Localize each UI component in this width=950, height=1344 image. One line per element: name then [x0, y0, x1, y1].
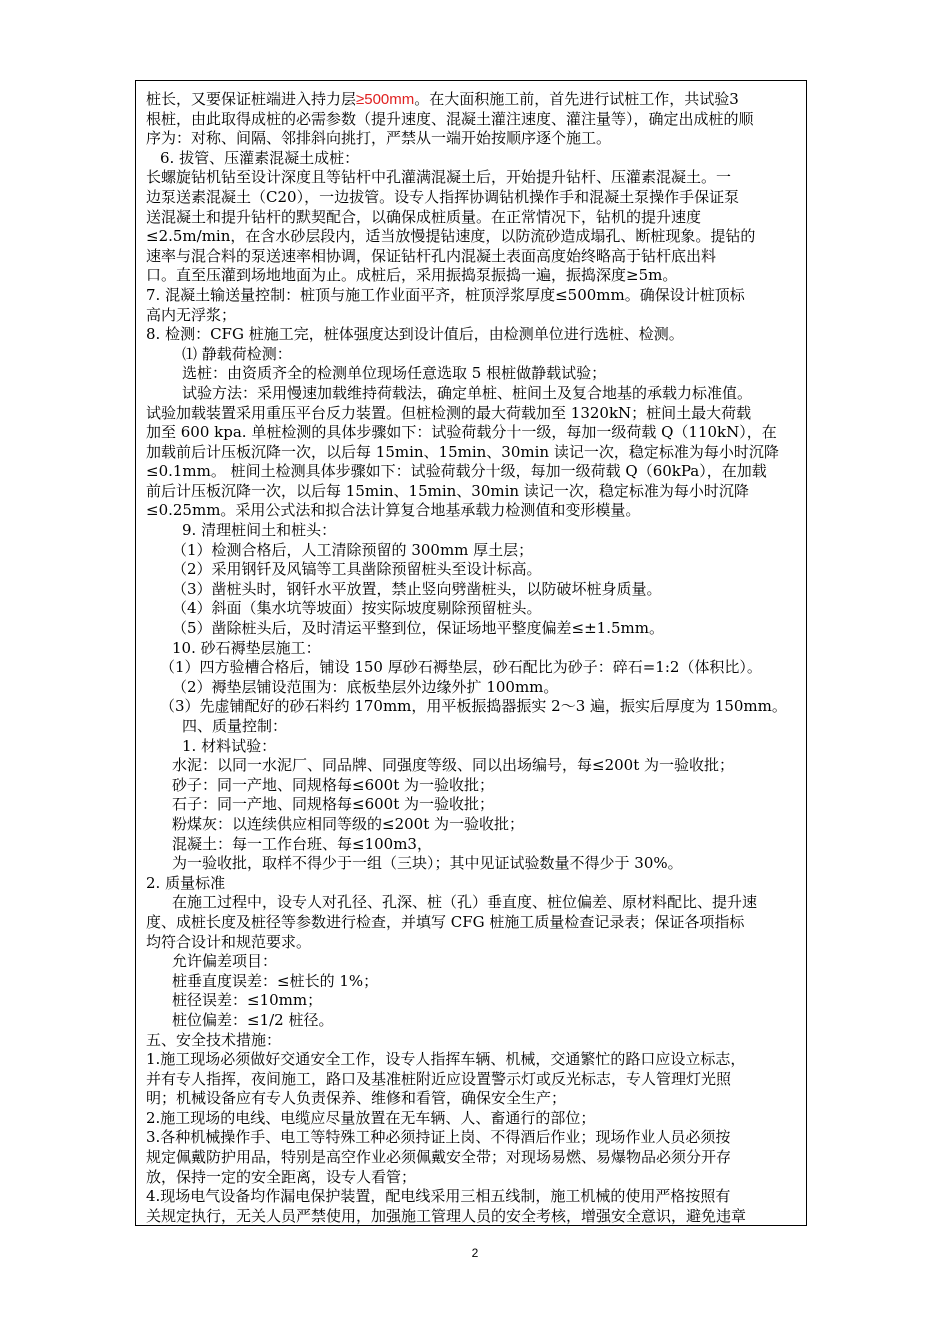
text-line: 加载前后计压板沉降一次，以后每 15min、15min、30min 读记一次，稳定标准为每小时沉降 — [146, 442, 779, 461]
section-heading: 2. 质量标准 — [146, 873, 226, 892]
list-item: （3）凿桩头时，钢钎水平放置，禁止竖向劈凿桩头，以防破坏桩身质量。 — [172, 579, 662, 598]
text-line: 边泵送素混凝土（C20），一边拔管。设专人指挥协调钻机操作手和混凝土泵操作手保证泵 — [146, 187, 740, 206]
text-line: 放，保持一定的安全距离，设专人看管； — [146, 1167, 417, 1186]
text-line: ≤0.25mm。采用公式法和拟合法计算复合地基承载力检测值和变形模量。 — [146, 501, 641, 520]
document-table-cell — [135, 80, 807, 1226]
text-line: 3.各种机械操作手、电工等特殊工种必须持证上岗、不得酒后作业；现场作业人员必须按 — [146, 1128, 731, 1147]
text-line: 砂子：同一产地、同规格每≤600t 为一验收批； — [172, 775, 494, 794]
text-line: ≤0.1mm。 桩间土检测具体步骤如下：试验荷载分十级，每加一级荷载 Q（60kPa），在加载 — [146, 462, 767, 481]
text-line: 口。直至压灌到场地地面为止。成桩后，采用振捣泵振捣一遍，振捣深度≥5m。 — [146, 266, 678, 285]
list-item: （4）斜面（集水坑等坡面）按实际坡度剔除预留桩头。 — [172, 599, 542, 618]
text-line: 度、成桩长度及桩径等参数进行检查，并填写 CFG 桩施工质量检查记录表；保证各项指标 — [146, 912, 745, 931]
list-item: （2）采用钢钎及风镐等工具凿除预留桩头至设计标高。 — [172, 560, 542, 579]
text-line: 水泥：以同一水泥厂、同品牌、同强度等级、同以出场编号，每≤200t 为一验收批； — [172, 756, 734, 775]
text-line: 序为：对称、间隔、邻排斜向挑打，严禁从一端开始按顺序逐个施工。 — [146, 129, 612, 148]
section-heading: 6. 拔管、压灌素混凝土成桩： — [160, 148, 360, 167]
text-line: ≤2.5m/min，在含水砂层段内，适当放慢提钻速度，以防流砂造成塌孔、断桩现象。提钻的 — [146, 227, 756, 246]
list-item: （2）褥垫层铺设范围为：底板垫层外边缘外扩 100mm。 — [172, 677, 559, 696]
section-heading: 7. 混凝土输送量控制：桩顶与施工作业面平齐，桩顶浮浆厚度≤500mm。确保设计桩顶标 — [146, 285, 745, 304]
text-line: 并有专人指挥，夜间施工，路口及基准桩附近应设置警示灯或反光标志，专人管理灯光照 — [146, 1069, 732, 1088]
text-line: 加至 600 kpa. 单桩检测的具体步骤如下：试验荷载分十一级，每加一级荷载 Q（110kN），在 — [146, 423, 777, 442]
list-item: （1）四方验槽合格后，铺设 150 厚砂石褥垫层，砂石配比为砂子：碎石=1:2（体积比）。 — [160, 658, 762, 677]
text-line: 长螺旋钻机钻至设计深度且等钻杆中孔灌满混凝土后，开始提升钻杆、压灌素混凝土。一 — [146, 168, 732, 187]
highlighted-value: ≥500mm — [356, 91, 415, 108]
page-number: 2 — [471, 1246, 479, 1260]
text-line: 粉煤灰：以连续供应相同等级的≤200t 为一验收批； — [172, 814, 524, 833]
text-line: 混凝土：每一工作台班、每≤100m3， — [172, 834, 432, 853]
text-line: 送混凝土和提升钻杆的默契配合，以确保成桩质量。在正常情况下，钻机的提升速度 — [146, 207, 702, 226]
text-line: 为一验收批，取样不得少于一组（三块）；其中见证试验数量不得少于 30%。 — [172, 854, 683, 873]
text-span: 。在大面积施工前，首先进行试桩工作，共试验3 — [414, 90, 739, 108]
list-item: （3）先虚铺配好的砂石料约 170mm，用平板振捣器振实 2～3 遍，振实后厚度为 150mm。 — [160, 697, 787, 716]
text-line: 石子：同一产地、同规格每≤600t 为一验收批； — [172, 795, 494, 814]
list-item: （1）检测合格后，人工清除预留的 300mm 厚土层； — [172, 540, 534, 559]
section-heading: 10. 砂石褥垫层施工： — [172, 638, 321, 657]
text-line: 允许偏差项目： — [172, 952, 278, 971]
section-heading: 五、安全技术措施： — [146, 1030, 282, 1049]
text-line: 桩垂直度误差：≤桩长的 1%； — [172, 971, 379, 990]
text-line: 桩位偏差：≤1/2 桩径。 — [172, 1010, 334, 1029]
text-line — [146, 90, 802, 110]
text-span: 桩长，又要保证桩端进入持力层 — [146, 90, 357, 108]
text-line: 2.施工现场的电线、电缆应尽量放置在无车辆、人、畜通行的部位； — [146, 1108, 596, 1127]
text-line: 前后计压板沉降一次，以后每 15min、15min、30min 读记一次，稳定标准为每小时沉降 — [146, 481, 749, 500]
text-line: 关规定执行，无关人员严禁使用，加强施工管理人员的安全考核，增强安全意识，避免违章 — [146, 1206, 747, 1225]
text-line: 选桩：由资质齐全的检测单位现场任意选取 5 根桩做静载试验； — [182, 364, 607, 383]
section-heading: 四、质量控制： — [182, 717, 288, 735]
text-line: 速率与混合料的泵送速率相协调，保证钻杆孔内混凝土表面高度始终略高于钻杆底出料 — [146, 246, 717, 265]
section-heading: 8. 检测：CFG 桩施工完，桩体强度达到设计值后，由检测单位进行选桩、检测。 — [146, 325, 684, 344]
text-line: 在施工过程中，设专人对孔径、孔深、桩（孔）垂直度、桩位偏差、原材料配比、提升速 — [172, 893, 758, 912]
text-line: 试验方法：采用慢速加载维持荷载法，确定单桩、桩间土及复合地基的承载力标准值。 — [182, 383, 753, 402]
subsection-heading: 1. 材料试验： — [182, 736, 277, 755]
text-line: 1.施工现场必须做好交通安全工作，设专人指挥车辆、机械，交通繁忙的路口应设立标志， — [146, 1050, 746, 1069]
text-line: 均符合设计和规范要求。 — [146, 932, 312, 951]
subsection-heading: ⑴ 静载荷检测： — [182, 344, 292, 363]
text-line: 明；机械设备应有专人负责保养、维修和看管，确保安全生产； — [146, 1089, 567, 1108]
list-item: （5）凿除桩头后，及时清运平整到位，保证场地平整度偏差≤±1.5mm。 — [172, 619, 664, 638]
text-line: 桩径误差：≤10mm； — [172, 991, 323, 1010]
text-line: 4.现场电气设备均作漏电保护装置，配电线采用三相五线制，施工机械的使用严格按照有 — [146, 1187, 731, 1206]
text-line: 规定佩戴防护用品，特别是高空作业必须佩戴安全带；对现场易燃、易爆物品必须分开存 — [146, 1148, 732, 1167]
text-line: 高内无浮浆； — [146, 305, 237, 324]
text-line: 试验加载装置采用重压平台反力装置。但桩检测的最大荷载加至 1320kN；桩间土最大荷载 — [146, 403, 752, 422]
section-heading: 9. 清理桩间土和桩头： — [182, 521, 337, 540]
document-body — [136, 81, 806, 1226]
text-line: 根桩，由此取得成桩的必需参数（提升速度、混凝土灌注速度、灌注量等），确定出成桩的顺 — [146, 109, 754, 128]
